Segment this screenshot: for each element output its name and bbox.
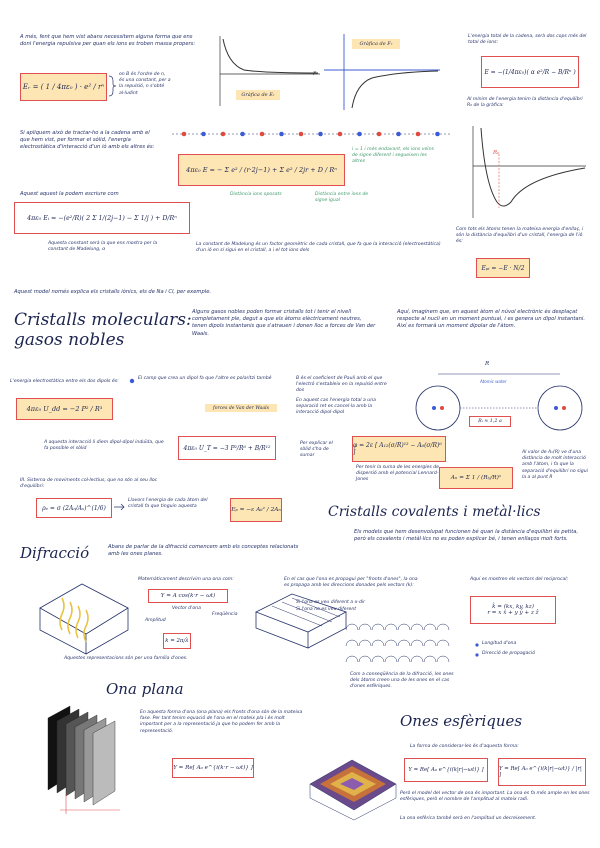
lennard-jones-equation: φ = 2ε [ A₁₂(σ/R)¹² − A₆(σ/R)⁶ ] [352, 436, 446, 462]
covalent-text: Els models que hem desenvolupat funcionen bé quan la distància d'equilibri és petita, però els covalents i metàl·lics no es poden explicar bé, i tenen enllaços molt forts. [354, 529, 579, 543]
wavelet-arc [411, 640, 423, 646]
anion-dot [396, 132, 401, 137]
energy-title: L'energia total de la cadena, serà dos cops més del total de ions: [468, 34, 587, 46]
representation-note: Aquestes representacions són per una família d'ones. [64, 656, 188, 661]
wavelet-arc [359, 640, 371, 646]
arrow-icon [114, 503, 126, 511]
wavelet-arc [385, 640, 397, 646]
spherical-equation-1: Y = Re[ A₀ e^{i(k|r|−ωt)} ] [404, 758, 488, 782]
vdw-label: forces de Van der Waals [205, 404, 277, 412]
alpha-water-label: Atomic water [480, 379, 507, 384]
chain-note-3: Distància entre ions de signe igual [315, 192, 369, 204]
frequency-label: Freqüència [212, 612, 238, 617]
wavelet-arc [398, 656, 410, 662]
spherical-note-2: La ona esfèrica també serà en l'amplitud un decreixement. [400, 816, 537, 821]
chain-note-1: i = 1 i més endavant, els ions veïns de signe diferent i segueixen les altres [352, 147, 434, 165]
wave-front-plane [93, 721, 115, 805]
wavelet-arc [398, 624, 410, 630]
interference-note: Com a conseqüència de la difracció, les ones dels àtoms creen una de les ones en el cas d'ones esfèriques. [350, 672, 454, 690]
plane-wave-text: En aquesta forma d'ona (ona plana) els fronts d'ona són de la mateixa fase. Per tant tenim equació de l'ona en el mateix pla i és molt important per a la representació ja que ho podem fer amb la representació. [140, 710, 303, 734]
k-vector: k̂ = (kx, ky, kz) [492, 604, 534, 610]
wavelet-arc [346, 640, 358, 646]
wavelet-arc [385, 656, 397, 662]
wavelet-arc [437, 640, 449, 646]
ret-equation: Rᵢ ≈ 1,2 a [469, 416, 511, 427]
wavelet-arc [372, 624, 384, 630]
cation-dot [221, 132, 226, 137]
anion-dot [201, 132, 206, 137]
bullet-icons [474, 642, 480, 660]
min-note: Al mínim de l'energia tenim la distància d'equilibri R₀ de la gràfica: [467, 97, 583, 109]
wave-equation: Y = A cos(k·r − ωt) [148, 589, 228, 603]
anion-dot [279, 132, 284, 137]
energy-equation: E = −(1/4πε₀)( α e²/R − B/Rⁿ ) [481, 56, 579, 88]
wave-surface-image [306, 740, 398, 820]
spherical-text: La forma de considerar-les és d'aquesta forma: [410, 744, 519, 749]
anion-dot [357, 132, 362, 137]
bullet-icon [129, 378, 135, 384]
cation-dot [416, 132, 421, 137]
potential-graph [463, 124, 588, 220]
dipole-induced-note: A aquesta interacció li diem dipol-dipol induïda, que fa possible el sòlid [44, 440, 164, 452]
huygens-text: En el cas que l'ona es propagui per "fronts d'ones", la ona es propaga amb les direccions donades pels vectors (k): [284, 577, 418, 589]
lj-note: Per tenir la suma de les energies de dispersió amb el potencial Lennard-Jones [356, 465, 439, 483]
spherical-equation-2: Y = Re[ A₀ e^{i(k|r|−ωt)} / |r| ] [498, 758, 586, 786]
intro-text: A més, fent que hem vist abans necessitem alguna forma que ens doni l'energia repulsiva per quan els ions es troben massa propers: [20, 34, 196, 48]
wavelet-arc [424, 624, 436, 630]
wavelet-arc [346, 624, 358, 630]
r-vector: r = x x̂ + y ŷ + z ẑ [487, 610, 539, 616]
repulsive-energy-equation: Eᵣ = ( 1 / 4πε₀ ) · e² / rⁿ [20, 73, 107, 101]
r0-label: R₀ [493, 150, 500, 156]
fr-graph-label: Gràfica de Fᵣ [352, 39, 400, 49]
neutrals-note: Llavors l'energia de cada àtom del cristall fa que tinguin aquesta [128, 498, 208, 510]
brace-icon [107, 75, 117, 97]
wave-note: Matemàticament descrivim una ona com: [138, 577, 234, 582]
chain-energy-equation: 4πε₀ E = − Σ e² / (r·2j−1) + Σ e² / 2jr + D / Rⁿ [178, 154, 345, 186]
r-label: R [485, 361, 490, 367]
per-ion-equation: Eₚᵢ = −E · N/2 [476, 258, 530, 278]
aux-note: Al valor de Aₙ(R) ve d'una distància de molt interacció amb l'àtom, i fa que la separació d'equilibri no sigui la a al punt R [522, 450, 588, 480]
wavelet-arc [411, 656, 423, 662]
molecular-title: Cristalls moleculars: gasos nobles [14, 310, 192, 350]
alt-text: Aquest aquest la podem escriure com [20, 191, 119, 197]
dipole-equation: 4πε₀ U_dd = −2 P² / R³ [16, 398, 113, 420]
electrostatic-label: L'energia electrostàtica entre els dos dipols és: [10, 379, 119, 384]
chain-text: Si apliquem això de tractar-ho a la cadena amb el que hem vist, per formar el sòlid, l'energia electrostàtica d'interacció d'un ió amb els altres és: [20, 130, 155, 151]
reciprocal-item-direction: Direcció de propagació [482, 651, 536, 656]
alt-energy-equation: 4πε₀ Eᵢ = −(e²/R)( 2 Σ 1/(2j−1) − Σ 1/j ) + D/Rⁿ [14, 202, 190, 234]
cohesive-energy-equation: Eₚ = −ε A₆² / 2Aₙ [230, 498, 282, 522]
plane-wave-equation: Y = Re[ A₀ e^{i(k·r − ωt)} ] [172, 758, 254, 778]
diffraction-text: Abans de parlar de la difracció comencem amb els conceptes relacionats amb les ones planes. [108, 544, 299, 558]
reciprocal-text: Aquí es mostren els vectors del reciprocal: [470, 577, 569, 582]
cation-dot [260, 132, 265, 137]
wavelet-arc [385, 624, 397, 630]
cation-dot [299, 132, 304, 137]
wavelet-arc [346, 656, 358, 662]
ret-note: En aquest cas l'energia total a una separació ret es cancel·la amb la interacció dipol-dipol [296, 398, 376, 416]
huygens-wavelets-diagram [346, 616, 454, 668]
molecular-text: Alguns gasos nobles poden formar cristalls tot i tenir el nivell completament ple, degut a que els àtoms elèctricament neutres, tenen dipols instantanis que s'atrauen i donen lloc a forces de Van der Waals. [192, 309, 376, 337]
lattice-sum-equation: Aₙ = Σ 1 / (Rᵢⱼ/R)ⁿ [439, 467, 513, 489]
plane-wave-diagram [40, 698, 126, 818]
reciprocal-item-wavelength: Longitud d'ona [482, 641, 517, 646]
rho-equation: ρₑ = σ (2Aₙ/Aₛ)^(1/6) [36, 498, 112, 518]
anion-dot [318, 132, 323, 137]
ion-chain [172, 128, 452, 140]
madelung-note: Aquesta constant serà la que ens mostra per la constant de Madelung, α [48, 241, 158, 253]
amplitude-label: Amplitud [145, 618, 166, 623]
dispersion-text: III. Sistema de moviments col·lectius, que no són al seu lloc d'equilibri: [20, 478, 158, 490]
spherical-note-1: Però el model del vector de ona és important. La ona es fa més ample en les ones esfèriques, però el nombre de l'amplitud al mateix radi. [400, 791, 590, 803]
er-graph-label: Gràfica de Eᵣ [236, 90, 280, 100]
induced-note: El camp que crea un dipol fa que l'altre es polaritzi també [138, 376, 272, 381]
huygens-point-1: Si l'ona es veu diferent a x-dir [296, 600, 366, 605]
axis-r-label: r [313, 70, 316, 77]
wavelet-arc [372, 656, 384, 662]
wavelet-arc [411, 624, 423, 630]
wavelet-arc [372, 640, 384, 646]
wavelet-arc [424, 640, 436, 646]
wavelet-arc [359, 624, 371, 630]
madelung-text: La constant de Madelung és un factor geomètric de cada cristall, que fa que la interacció (electroestàtica) d'un ió en sí sigui en el cristall, a i el tot ions dels [196, 242, 441, 254]
wavelet-arc [398, 640, 410, 646]
k-equation: k = 2π/λ [163, 633, 191, 649]
covalent-title: Cristalls covalents i metàl·lics [328, 504, 541, 520]
bottom-line: Aquest model només explica els cristalls iònics, els de Na i Cl, per exemple. [14, 289, 212, 295]
anion-dot [435, 132, 440, 137]
dipole-text: Aquí, imaginem que, en aquest àtom el núvol electrònic és desplaçat respecte al nucli en un moment puntual, i es genera un dipol instantani. Així es formarà un moment dipolar de l'àtom. [397, 309, 585, 330]
wave-front-diagram [36, 578, 130, 656]
plane-wave-title: Ona plana [106, 680, 184, 698]
b-coefficient-note: B és el coeficient de Pauli amb el que l'electró s'estableix en la repulsió entre dos [296, 376, 387, 394]
wave-vector-label: Vector d'ona [172, 606, 201, 611]
vector-box [470, 596, 556, 624]
summary-text: Com tots els àtoms tenen la mateixa energia d'enllaç, i són la distància d'equilibri d'un cristall, l'energia de l'ió és: [456, 227, 584, 245]
cation-dot [338, 132, 343, 137]
cation-dot [182, 132, 187, 137]
diffraction-title: Difracció [20, 544, 90, 562]
anion-dot [240, 132, 245, 137]
phi-note: Per explicar el sòlid s'ha de sumar [300, 441, 333, 459]
spherical-title: Ones esfèriques [400, 712, 523, 730]
repulsive-notes: on B és l'ordre de n, és una constant, per a la repulsió, n s'obté al·ludint [119, 72, 171, 96]
wavelet-arc [437, 656, 449, 662]
huygens-point-2: Si l'ona no es veu diferent [296, 607, 357, 612]
wavelet-arc [359, 656, 371, 662]
wavelet-arc [437, 624, 449, 630]
wavelet-arc [424, 656, 436, 662]
chain-note-2: Distància ions oposats [230, 192, 282, 197]
vdw-equation: 4πε₀ U_T = −3 P²/R⁶ + B/R¹² [178, 436, 276, 460]
cation-dot [377, 132, 382, 137]
